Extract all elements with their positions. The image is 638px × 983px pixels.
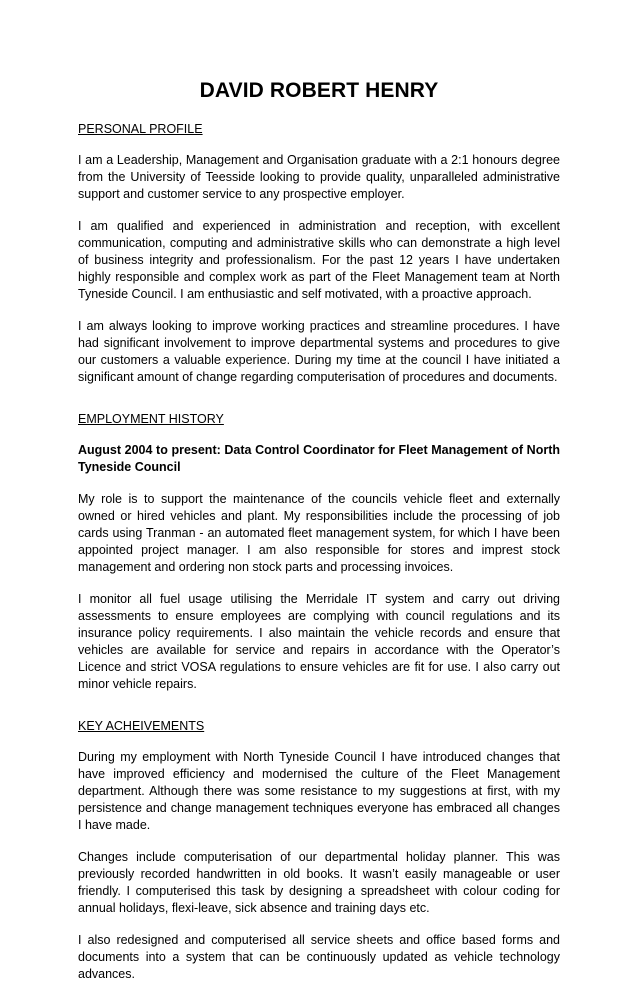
employment-history-section: [78, 412, 560, 693]
achievement-paragraph: Changes include computerisation of our departmental holiday planner. This was previously recorded handwritten in old books. It wasn’t easily manageable or user friendly. I computerised this task by designing a spreadsheet with colour coding for annual holidays, flexi-leave, sick absence and training days etc.: [78, 850, 560, 915]
section-spacer: [78, 401, 560, 412]
page-title: DAVID ROBERT HENRY: [199, 79, 439, 102]
key-achievements-section: [78, 719, 560, 983]
achievement-paragraph: I also redesigned and computerised all service sheets and office based forms and documents into a system that can be continuously updated as vehicle technology advances.: [78, 933, 560, 981]
employment-history-heading: EMPLOYMENT HISTORY: [78, 412, 224, 426]
job-title: August 2004 to present: Data Control Coordinator for Fleet Management of North Tyneside Council: [78, 443, 560, 474]
key-achievements-heading: KEY ACHEIVEMENTS: [78, 719, 205, 733]
achievement-paragraph: During my employment with North Tyneside Council I have introduced changes that have improved efficiency and modernised the culture of the Fleet Management department. Although there was some resistance to my suggestions at first, with my persistence and change management techniques everyone has embraced all changes I have made.: [78, 750, 560, 832]
profile-paragraph: I am always looking to improve working practices and streamline procedures. I have had significant involvement to improve departmental systems and procedures to give our customers a valuable experience. During my time at the council I have initiated a significant amount of change regarding computerisation of procedures and documents.: [78, 319, 560, 384]
personal-profile-section: [78, 122, 560, 386]
employment-paragraph: I monitor all fuel usage utilising the Merridale IT system and carry out driving assessments to ensure employees are complying with council regulations and its insurance policy requirements. I also maintain the vehicle records and ensure that vehicles are available for service and repairs in accordance with the Operator’s Licence and strict VOSA regulations to ensure vehicles are fit for use. I also carry out minor vehicle repairs.: [78, 592, 560, 691]
employment-paragraph: My role is to support the maintenance of the councils vehicle fleet and externally owned or hired vehicles and plant. My responsibilities include the processing of job cards using Tranman - an automated fleet management system, for which I have been appointed project manager. I am also responsible for stores and imprest stock management and ordering non stock parts and processing invoices.: [78, 492, 560, 574]
profile-paragraph: I am qualified and experienced in administration and reception, with excellent communication, computing and administrative skills who can demonstrate a high level of business integrity and professionalism. For the past 12 years I have undertaken highly responsible and complex work as part of the Fleet Management team at North Tyneside Council. I am enthusiastic and self motivated, with a proactive approach.: [78, 219, 560, 301]
profile-paragraph: I am a Leadership, Management and Organisation graduate with a 2:1 honours degree from the University of Teesside looking to provide quality, unparalleled administrative support and customer service to any prospective employer.: [78, 153, 560, 201]
section-spacer: [78, 708, 560, 719]
personal-profile-heading: PERSONAL PROFILE: [78, 122, 203, 136]
